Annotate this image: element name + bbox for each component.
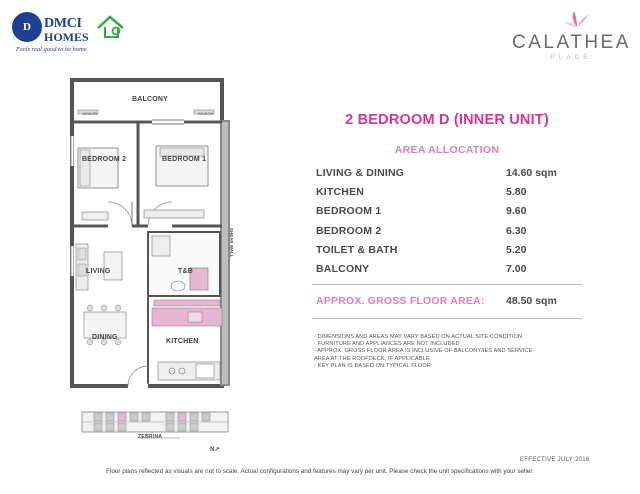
note-item: - FURNITURE AND APPLIANCES ARE NOT INCLUDED [314,341,460,348]
unit-title: 2 BEDROOM D (INNER UNIT) [345,112,549,128]
note-item: - DIMENSIONS AND AREAS MAY VARY BASED ON ACTUAL SITE CONDITION [314,334,523,340]
gross-area-label: APPROX. GROSS FLOOR AREA: [316,295,485,307]
key-plan-label: ZEBRINA [138,434,163,440]
divider-bottom [312,318,582,319]
allocation-row [316,241,576,260]
flower-icon [564,10,590,28]
calathea-place-logo [512,10,630,66]
room-label-tb: T&B [178,268,193,275]
window-tag-right: WINDOW [198,112,214,116]
effective-date: EFFECTIVE JULY 2016 [520,457,590,463]
dmci-tagline: Feels real good to be home [16,46,87,53]
room-label-balcony: BALCONY [132,96,169,103]
north-arrow-icon: N↗ [210,447,220,453]
house-icon [96,14,126,40]
project-name: CALATHEA [512,32,631,53]
floor-plan-drawing [68,76,300,406]
allocation-value: 7.00 [506,262,527,275]
room-label-dining: DINING [92,334,118,341]
allocation-value: 5.80 [506,186,527,199]
area-allocation-heading: AREA ALLOCATION [394,144,500,156]
project-sub: PLACE [550,54,592,61]
shear-wall-label: SHEAR WALL [229,228,234,258]
allocation-row [316,202,576,221]
allocation-label: LIVING & DINING [316,167,405,179]
dmci-logo-line1: DMCI [44,16,82,31]
divider-top [312,284,582,285]
note-item: - KEY PLAN IS BASED ON TYPICAL FLOOR [314,362,431,369]
disclaimer: Floor plans reflected as visuals are not to scale. Actual configurations and features may vary per unit. Please check the unit specifications with your seller. [106,468,534,475]
dmci-homes-logo [12,10,132,56]
allocation-label: KITCHEN [316,186,365,199]
allocation-row [316,164,576,183]
key-plan [80,408,230,448]
note-item: AREA AT THE ROOFDECK, IF APPLICABLE. [314,355,432,362]
allocation-label: BALCONY [316,262,370,275]
allocation-label: BEDROOM 1 [316,205,382,218]
allocation-value: 5.20 [506,243,527,256]
dmci-logo-line2: HOMES [44,30,89,44]
room-label-bedroom1: BEDROOM 1 [162,156,207,163]
room-label-living: LIVING [86,268,111,275]
north-label: N [210,447,215,453]
allocation-value: 9.60 [506,205,527,218]
allocation-row [316,260,576,279]
allocation-value: 6.30 [506,224,527,237]
allocation-label: BEDROOM 2 [316,224,382,237]
window-tag-left: WINDOW [82,112,98,116]
dmci-seal-icon: D [12,12,42,42]
gross-area-value: 48.50 sqm [506,295,557,307]
area-allocation-table [316,164,576,279]
allocation-row [316,183,576,202]
room-label-kitchen: KITCHEN [166,338,199,345]
floor-plan [68,76,300,406]
notes-list [314,334,584,370]
allocation-value: 14.60 sqm [506,167,557,179]
allocation-row [316,222,576,241]
allocation-label: TOILET & BATH [316,243,398,256]
room-label-bedroom2: BEDROOM 2 [82,156,127,163]
note-item: - APPROX. GROSS FLOOR AREA IS INCLUSIVE OF BALCONY/IES AND SERVICE [314,348,533,355]
